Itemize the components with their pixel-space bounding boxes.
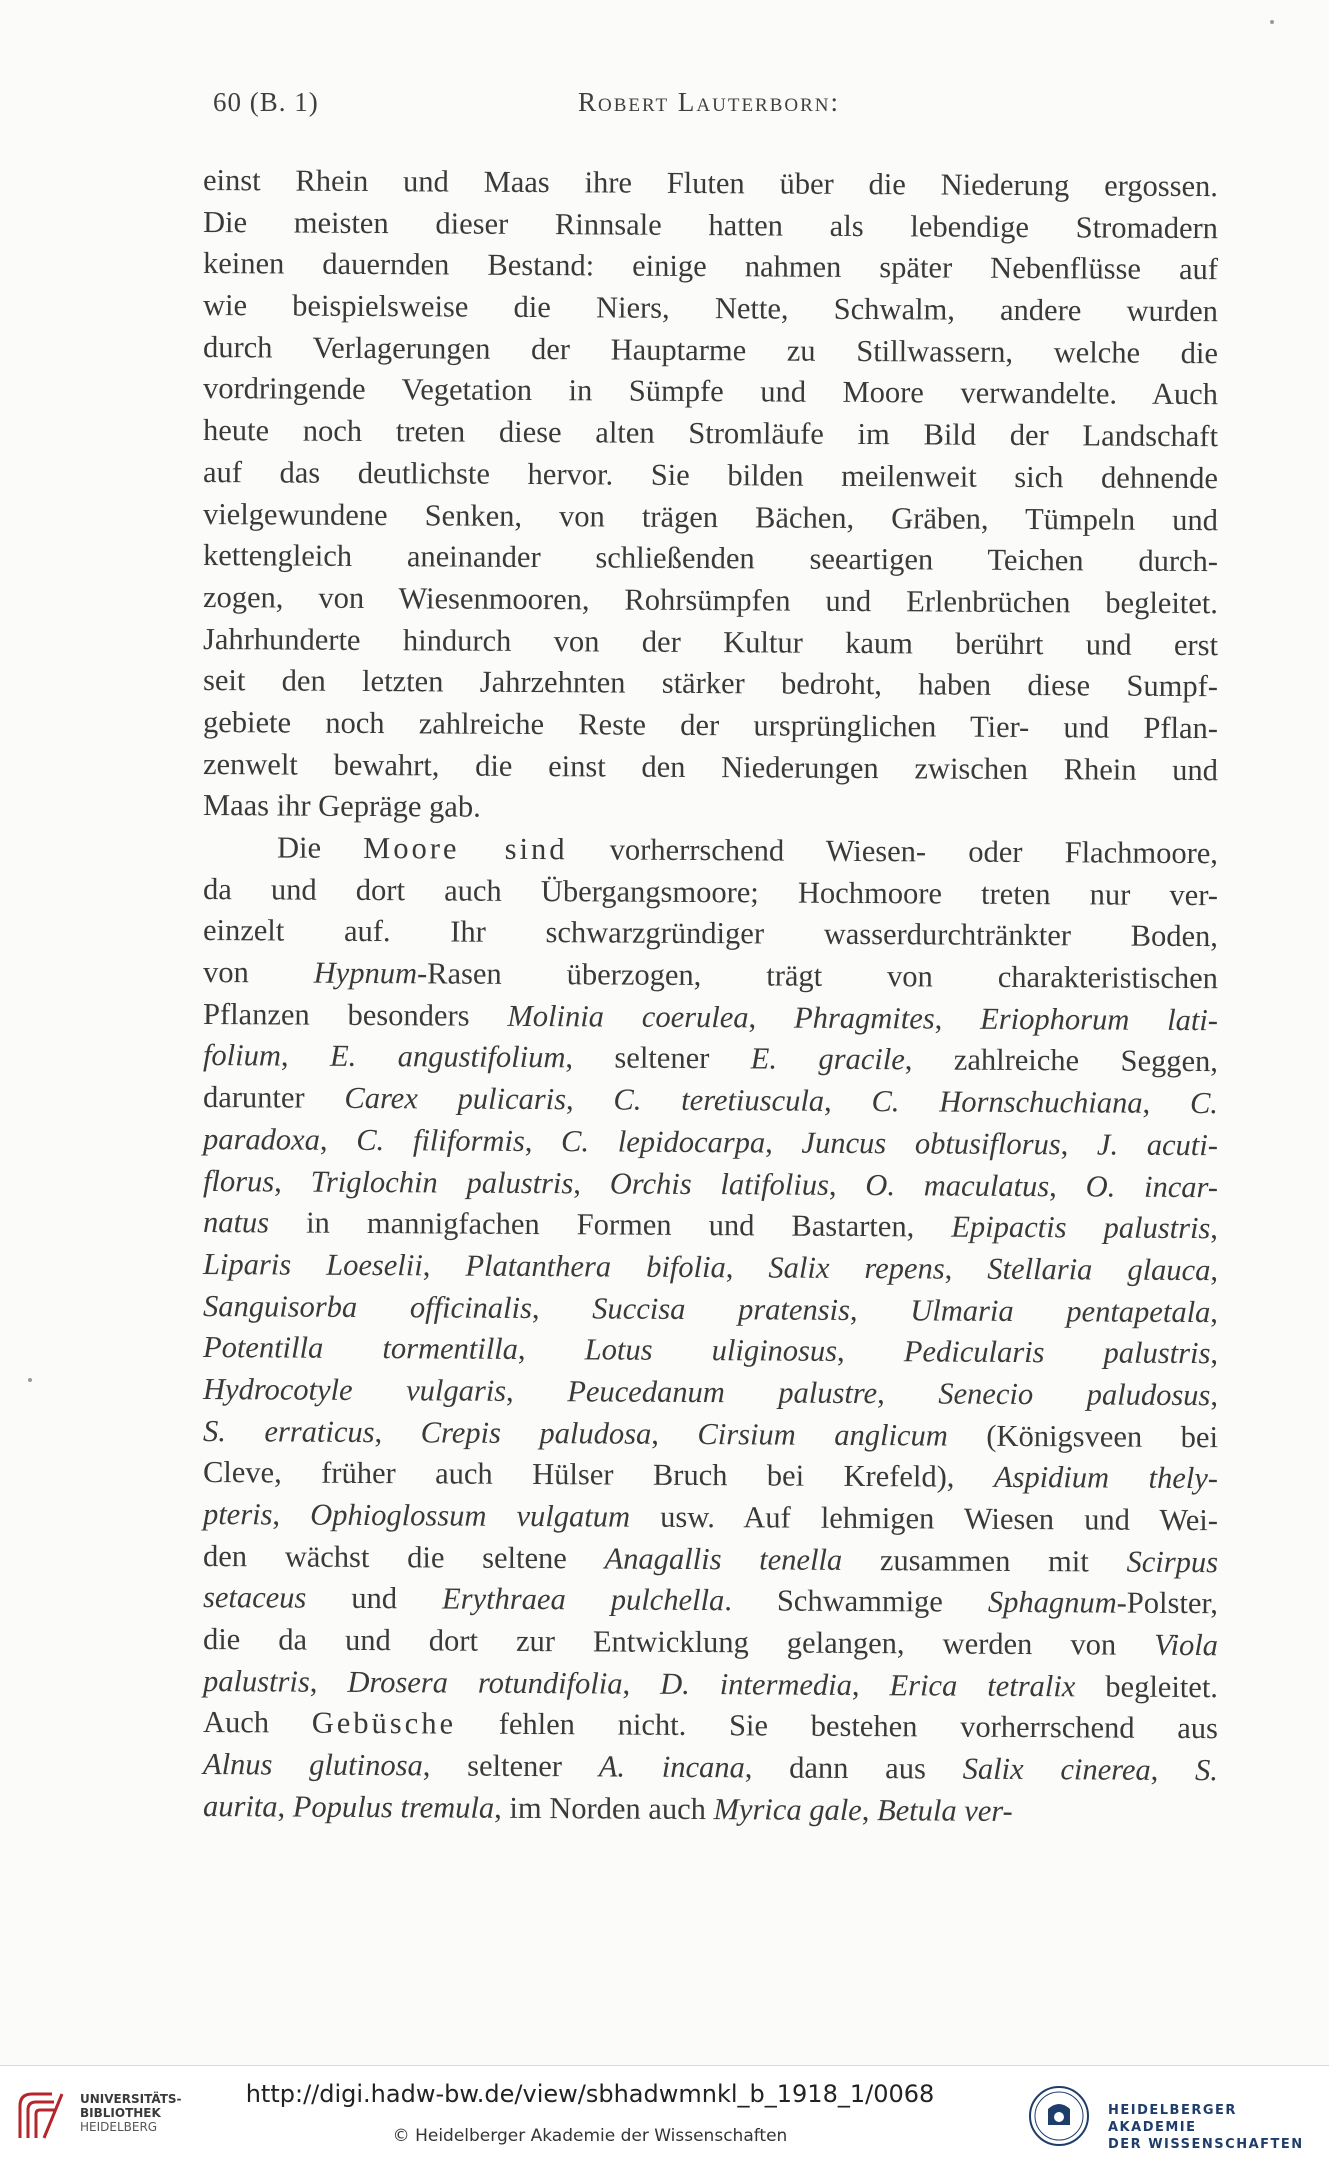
library-logo-icon bbox=[12, 2086, 72, 2146]
text-line: Maas ihr Gepräge gab. bbox=[202, 788, 481, 825]
running-header bbox=[213, 87, 913, 123]
text-line: einzelt auf. Ihr schwarzgründiger wasserdurchtränkter Boden, bbox=[202, 913, 1219, 954]
text-line: durch Verlagerungen der Hauptarme zu Stillwassern, welche die bbox=[202, 329, 1219, 370]
page-number: 60 (B. 1) bbox=[213, 87, 319, 117]
text-line: pteris, Ophioglossum vulgatum usw. Auf lehmigen Wiesen und Wei- bbox=[202, 1497, 1219, 1538]
text-line: vordringende Vegetation in Sümpfe und Moore verwandelte. Auch bbox=[202, 371, 1219, 412]
running-title: Robert Lauterborn: bbox=[578, 87, 841, 117]
text-line: aurita, Populus tremula, im Norden auch Myrica gale, Betula ver- bbox=[202, 1788, 1013, 1828]
text-line: Pflanzen besonders Molinia coerulea, Phragmites, Eriophorum lati- bbox=[202, 996, 1219, 1037]
text-line: wie beispielsweise die Niers, Nette, Schwalm, andere wurden bbox=[202, 288, 1219, 329]
text-line: heute noch treten diese alten Stromläufe im Bild der Landschaft bbox=[202, 413, 1219, 454]
text-line: Auch Gebüsche fehlen nicht. Sie bestehen vorherrschend aus bbox=[202, 1705, 1219, 1746]
text-line: setaceus und Erythraea pulchella. Schwammige Sphagnum-Polster, bbox=[202, 1580, 1219, 1621]
text-line: Hydrocotyle vulgaris, Peucedanum palustre, Senecio paludosus, bbox=[202, 1371, 1219, 1413]
text-line: palustris, Drosera rotundifolia, D. intermedia, Erica tetralix begleitet. bbox=[202, 1663, 1219, 1704]
text-line: seit den letzten Jahrzehnten stärker bedroht, haben diese Sumpf- bbox=[202, 663, 1219, 704]
academy-seal-icon bbox=[1028, 2085, 1090, 2147]
text-line: zogen, von Wiesenmooren, Rohrsümpfen und Erlenbrüchen begleitet. bbox=[202, 579, 1219, 621]
text-line: den wächst die seltene Anagallis tenella zusammen mit Scirpus bbox=[202, 1538, 1219, 1579]
text-line: kettengleich aneinander schließenden seeartigen Teichen durch- bbox=[202, 538, 1219, 579]
text-line: Sanguisorba officinalis, Succisa pratensis, Ulmaria pentapetala, bbox=[202, 1288, 1219, 1329]
text-line: keinen dauernden Bestand: einige nahmen später Nebenflüsse auf bbox=[202, 246, 1219, 287]
text-line: S. erraticus, Crepis paludosa, Cirsium anglicum (Königsveen bei bbox=[202, 1413, 1219, 1454]
scan-speck bbox=[1270, 20, 1274, 24]
footer-bar bbox=[0, 2065, 1329, 2165]
text-line: Alnus glutinosa, seltener A. incana, dann aus Salix cinerea, S. bbox=[202, 1747, 1219, 1788]
text-line: auf das deutlichste hervor. Sie bilden meilenweit sich dehnende bbox=[202, 454, 1219, 496]
text-line: darunter Carex pulicaris, C. teretiuscula, C. Hornschuchiana, C. bbox=[202, 1080, 1219, 1121]
text-line: Die meisten dieser Rinnsale hatten als lebendige Stromadern bbox=[202, 204, 1219, 245]
scan-speck bbox=[28, 1378, 32, 1382]
text-line: vielgewundene Senken, von trägen Bächen, Gräben, Tümpeln und bbox=[202, 496, 1219, 537]
permalink[interactable]: http://digi.hadw-bw.de/view/sbhadwmnkl_b_1918_1/0068 bbox=[245, 2080, 935, 2108]
text-line: folium, E. angustifolium, seltener E. gracile, zahlreiche Seggen, bbox=[202, 1038, 1219, 1079]
text-line: florus, Triglochin palustris, Orchis latifolius, O. maculatus, O. incar- bbox=[202, 1163, 1219, 1204]
text-line: einst Rhein und Maas ihre Fluten über die Niederung ergossen. bbox=[202, 163, 1219, 204]
text-line: Die Moore sind vorherrschend Wiesen- oder Flachmoore, bbox=[276, 830, 1219, 871]
text-line: zenwelt bewahrt, die einst den Niederungen zwischen Rhein und bbox=[202, 746, 1219, 787]
text-line: Liparis Loeselii, Platanthera bifolia, Salix repens, Stellaria glauca, bbox=[202, 1246, 1219, 1288]
text-line: paradoxa, C. filiformis, C. lepidocarpa, Juncus obtusiflorus, J. acuti- bbox=[202, 1121, 1219, 1163]
copyright-notice: © Heidelberger Akademie der Wissenschaften bbox=[392, 2126, 788, 2146]
text-line: Jahrhunderte hindurch von der Kultur kaum berührt und erst bbox=[202, 621, 1219, 662]
body-text bbox=[203, 160, 1218, 1828]
text-line: von Hypnum-Rasen überzogen, trägt von charakteristischen bbox=[202, 955, 1219, 996]
academy-name: HEIDELBERGER AKADEMIE DER WISSENSCHAFTEN bbox=[1108, 2103, 1304, 2152]
library-name: UNIVERSITÄTS- BIBLIOTHEK HEIDELBERG bbox=[80, 2092, 182, 2134]
text-line: gebiete noch zahlreiche Reste der ursprünglichen Tier- und Pflan- bbox=[202, 704, 1219, 746]
text-line: da und dort auch Übergangsmoore; Hochmoore treten nur ver- bbox=[202, 871, 1219, 912]
text-line: die da und dort zur Entwicklung gelangen, werden von Viola bbox=[202, 1622, 1219, 1663]
text-line: Cleve, früher auch Hülser Bruch bei Krefeld), Aspidium thely- bbox=[202, 1455, 1219, 1496]
text-line: natus in mannigfachen Formen und Bastarten, Epipactis palustris, bbox=[202, 1205, 1219, 1246]
text-line: Potentilla tormentilla, Lotus uliginosus, Pedicularis palustris, bbox=[202, 1330, 1219, 1371]
